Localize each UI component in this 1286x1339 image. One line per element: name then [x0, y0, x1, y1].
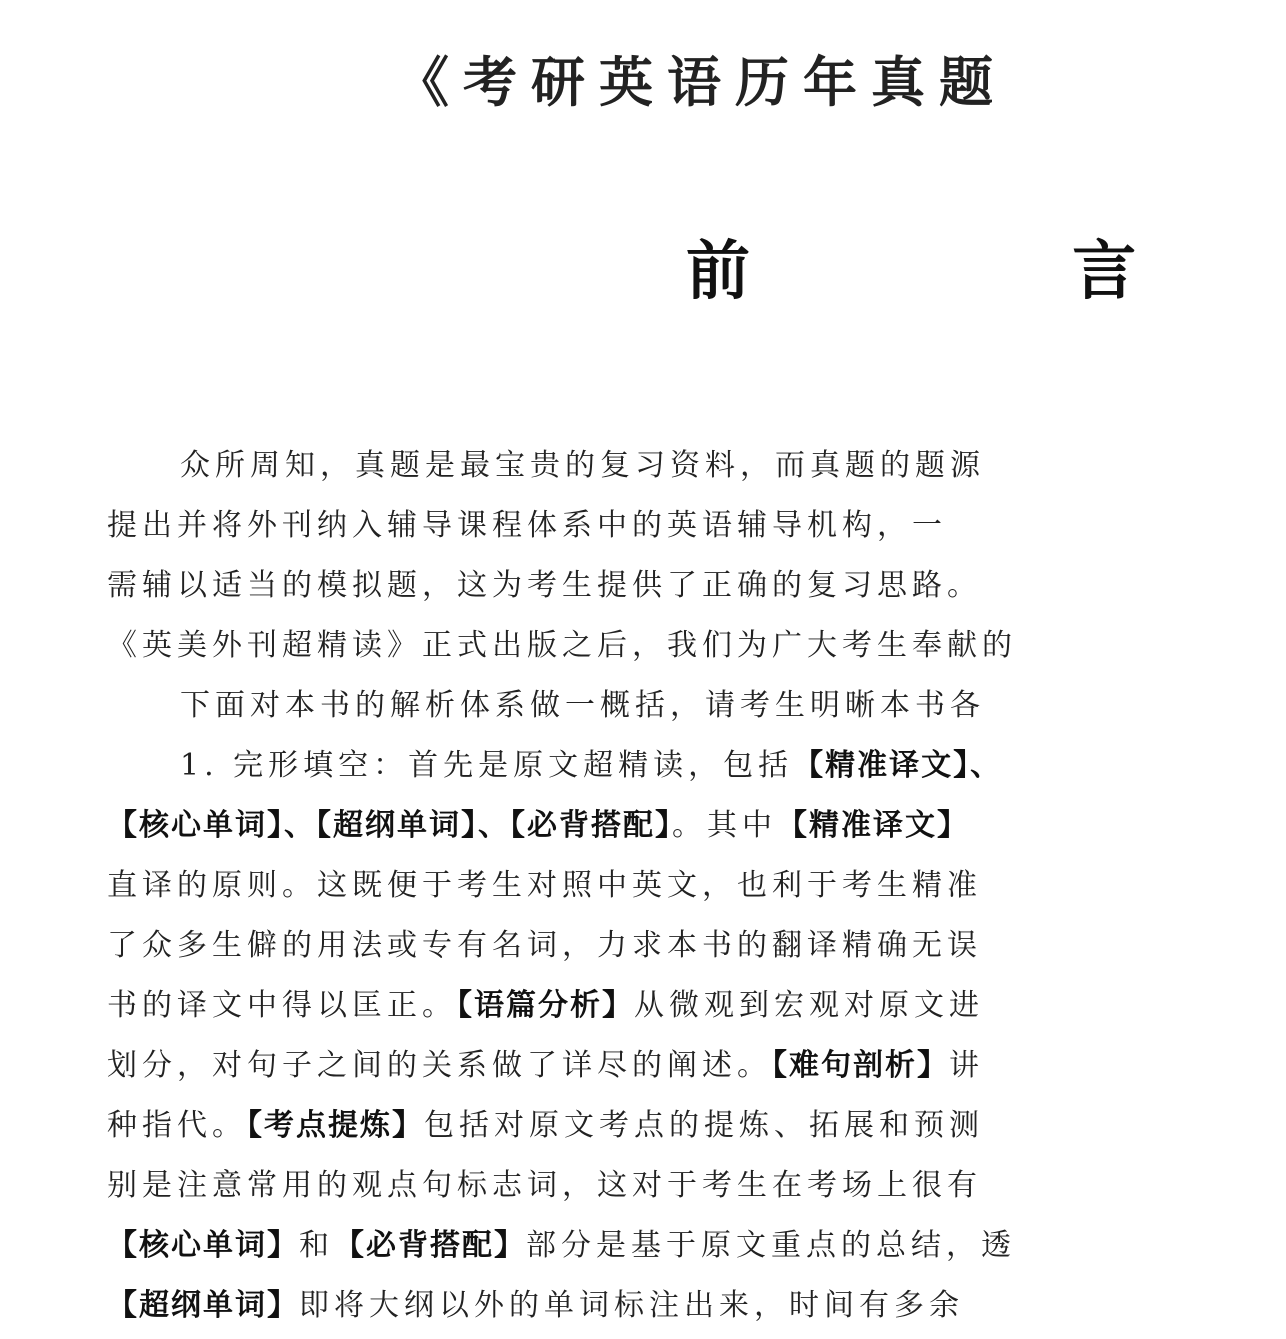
- paragraph-line: [180, 740, 1002, 784]
- line-text: 。其中: [672, 808, 777, 843]
- line-text: 包括对原文考点的提炼、拓展和预测: [424, 1108, 984, 1143]
- line-text: 1. 完形填空：首先是原文超精读，包括: [180, 748, 794, 783]
- paragraph-line: 《英美外刊超精读》正式出版之后，我们为广大考生奉献的: [107, 628, 1017, 663]
- bold-term: 【考点提炼】: [247, 1108, 424, 1143]
- paragraph-line: 别是注意常用的观点句标志词，这对于考生在考场上很有: [107, 1168, 982, 1203]
- line-text: 从微观到宏观对原文进: [634, 988, 984, 1023]
- line-text: 讲: [949, 1048, 984, 1083]
- line-text: 书的译文中得以匡正。: [107, 988, 457, 1023]
- paragraph-line: [107, 980, 984, 1024]
- paragraph-line: [107, 1280, 964, 1324]
- line-text: 和: [299, 1228, 334, 1263]
- bold-term: 【必背搭配】: [334, 1228, 526, 1263]
- bold-term: 【精准译文】: [777, 808, 969, 843]
- paragraph-line: 提出并将外刊纳入辅导课程体系中的英语辅导机构，一: [107, 508, 947, 543]
- paragraph-line: 了众多生僻的用法或专有名词，力求本书的翻译精确无误: [107, 928, 982, 963]
- bold-term: 【语篇分析】: [457, 988, 634, 1023]
- paragraph-line: 下面对本书的解析体系做一概括，请考生明晰本书各: [180, 688, 985, 723]
- line-text: 即将大纲以外的单词标注出来，时间有多余: [299, 1288, 964, 1323]
- bold-term: 【难句剖析】: [772, 1048, 949, 1083]
- line-text: 划分，对句子之间的关系做了详尽的阐述。: [107, 1048, 772, 1083]
- paragraph-line: [107, 1100, 984, 1144]
- book-title: 《考研英语历年真题: [395, 50, 1007, 114]
- paragraph-line: 需辅以适当的模拟题，这为考生提供了正确的复习思路。: [107, 568, 982, 603]
- section-heading: 前 言: [686, 234, 1286, 309]
- paragraph-line: [107, 800, 969, 844]
- line-text: 种指代。: [107, 1108, 247, 1143]
- line-text: 部分是基于原文重点的总结，透: [526, 1228, 1016, 1263]
- paragraph-line: 众所周知，真题是最宝贵的复习资料，而真题的题源: [180, 448, 985, 483]
- bold-term: 【核心单词】、【超纲单词】、【必背搭配】: [107, 808, 672, 843]
- paragraph-line: 直译的原则。这既便于考生对照中英文，也利于考生精准: [107, 868, 982, 903]
- paragraph-line: [107, 1040, 984, 1084]
- paragraph-line: [107, 1220, 1016, 1264]
- bold-term: 【核心单词】: [107, 1228, 299, 1263]
- bold-term: 【超纲单词】: [107, 1288, 299, 1323]
- bold-term: 【精准译文】、: [793, 748, 1003, 783]
